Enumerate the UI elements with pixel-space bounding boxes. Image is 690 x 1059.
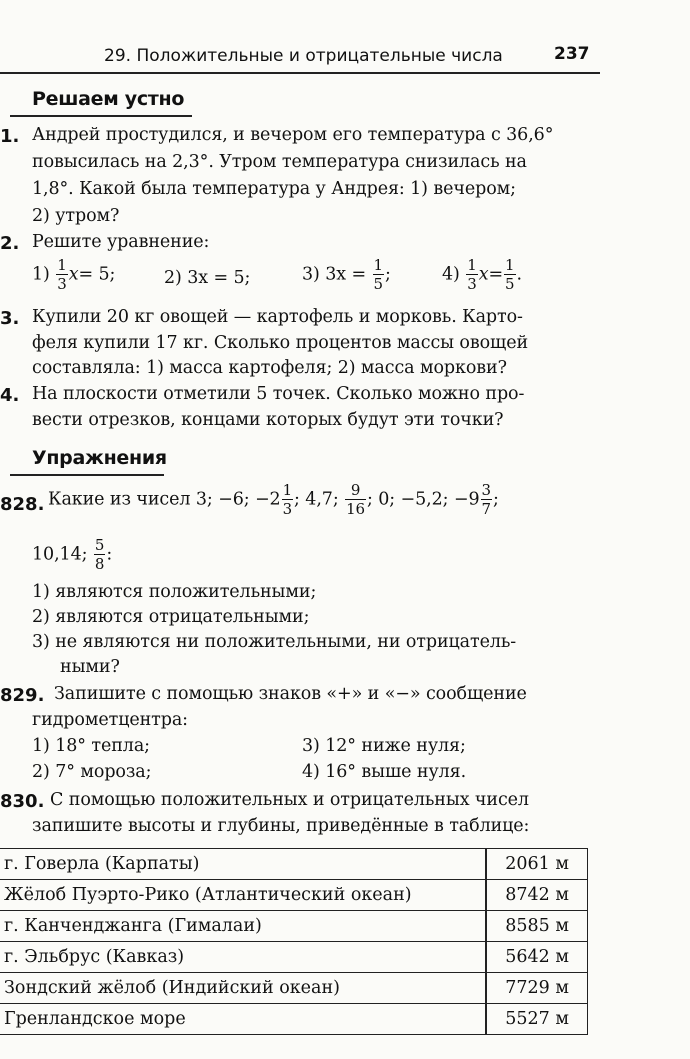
table-cell-name: Гренландское море <box>0 1004 486 1035</box>
table-cell-name: Жёлоб Пуэрто-Рико (Атлантический океан) <box>0 880 486 911</box>
table-row <box>0 973 588 1004</box>
exercise-text-line: запишите высоты и глубины, приведённые в таблице: <box>32 816 530 836</box>
list-item: 3) не являются ни положительными, ни отрицатель- <box>32 632 517 652</box>
task-number: 1. <box>0 126 20 147</box>
table-row <box>0 880 588 911</box>
fraction: $\frac{5}{8}$ <box>94 536 105 573</box>
equation-2: 2) 3x = 5; <box>164 268 251 288</box>
table-row <box>0 849 588 880</box>
table-cell-value: 5527 м <box>486 1004 588 1035</box>
table-cell-name: г. Канченджанга (Гималаи) <box>0 911 486 942</box>
table-cell-name: г. Говерла (Карпаты) <box>0 849 486 880</box>
table-cell-value: 2061 м <box>486 849 588 880</box>
table-cell-value: 7729 м <box>486 973 588 1004</box>
fraction: $\frac{1}{3}$ <box>467 256 477 293</box>
list-item: 1) являются положительными; <box>32 582 317 602</box>
list-item: 3) 12° ниже нуля; <box>302 736 466 756</box>
table-cell-name: Зондский жёлоб (Индийский океан) <box>0 973 486 1004</box>
fraction: $\frac{1}{5}$ <box>373 256 383 293</box>
chapter-title: 29. Положительные и отрицательные числа <box>104 46 503 66</box>
list-item: 1) 18° тепла; <box>32 736 150 756</box>
table-cell-value: 5642 м <box>486 942 588 973</box>
heights-table <box>0 848 588 1035</box>
page-number: 237 <box>554 44 590 64</box>
list-item: 4) 16° выше нуля. <box>302 762 467 782</box>
task-number: 2. <box>0 233 20 254</box>
exercises-heading-underline <box>10 474 164 476</box>
list-item: 2) 7° мороза; <box>32 762 152 782</box>
fraction: $\frac{1}{3}$ <box>282 481 293 518</box>
fraction: $\frac{1}{3}$ <box>57 256 67 293</box>
exercise-text-line: Запишите с помощью знаков «+» и «−» сообщение <box>54 684 527 704</box>
task-text-line: Решите уравнение: <box>32 232 210 252</box>
task-text-line: Купили 20 кг овощей — картофель и морковь. Карто- <box>32 307 523 327</box>
exercise-number: 829. <box>0 685 45 706</box>
oral-heading-underline <box>10 115 192 117</box>
task-text-line: феля купили 17 кг. Сколько процентов массы овощей <box>32 333 529 353</box>
task-text-line: Андрей простудился, и вечером его температура с 36,6° <box>32 125 554 145</box>
task-text-line: повысилась на 2,3°. Утром температура снизилась на <box>32 152 527 172</box>
task-number: 4. <box>0 385 20 406</box>
table-row <box>0 942 588 973</box>
task-number: 3. <box>0 308 20 329</box>
fraction: $\frac{9}{16}$ <box>346 481 365 518</box>
exercises-heading: Упражнения <box>32 447 167 469</box>
task-text-line: На плоскости отметили 5 точек. Сколько можно про- <box>32 384 525 404</box>
exercise-number: 830. <box>0 791 45 812</box>
equation-3: 3) 3x = $\frac{1}{5}$ ; <box>302 256 391 293</box>
table-cell-value: 8585 м <box>486 911 588 942</box>
equation-4: 4) $\frac{1}{3}$ x= $\frac{1}{5}$ . <box>442 256 522 293</box>
equation-1: 1) $\frac{1}{3}$ x= 5; <box>32 256 116 293</box>
oral-heading: Решаем устно <box>32 88 185 110</box>
table-row <box>0 911 588 942</box>
table-cell-value: 8742 м <box>486 880 588 911</box>
task-text-line: вести отрезков, концами которых будут эти точки? <box>32 410 504 430</box>
exercise-828-line-2: 10,14; $\frac{5}{8}$ : <box>32 536 113 573</box>
list-item: 2) являются отрицательными; <box>32 607 310 627</box>
exercise-text-line: гидрометцентра: <box>32 710 188 730</box>
page-header <box>0 42 600 74</box>
table-cell-name: г. Эльбрус (Кавказ) <box>0 942 486 973</box>
fraction: $\frac{3}{7}$ <box>481 481 491 518</box>
task-text-line: 2) утром? <box>32 206 120 226</box>
exercise-text-line: С помощью положительных и отрицательных чисел <box>50 790 529 810</box>
exercise-828-line-1: Какие из чисел 3; −6; −2 $\frac{1}{3}$ ; 4,7; $\frac{9}{16}$ ; 0; −5,2; −9 $\frac{3}{7}$ ; <box>48 481 499 518</box>
exercise-number: 828. <box>0 494 45 515</box>
task-text-line: 1,8°. Какой была температура у Андрея: 1) вечером; <box>32 179 516 199</box>
task-text-line: составляла: 1) масса картофеля; 2) масса моркови? <box>32 358 507 378</box>
table-row <box>0 1004 588 1035</box>
fraction: $\frac{1}{5}$ <box>505 256 515 293</box>
list-item: ными? <box>60 657 120 677</box>
